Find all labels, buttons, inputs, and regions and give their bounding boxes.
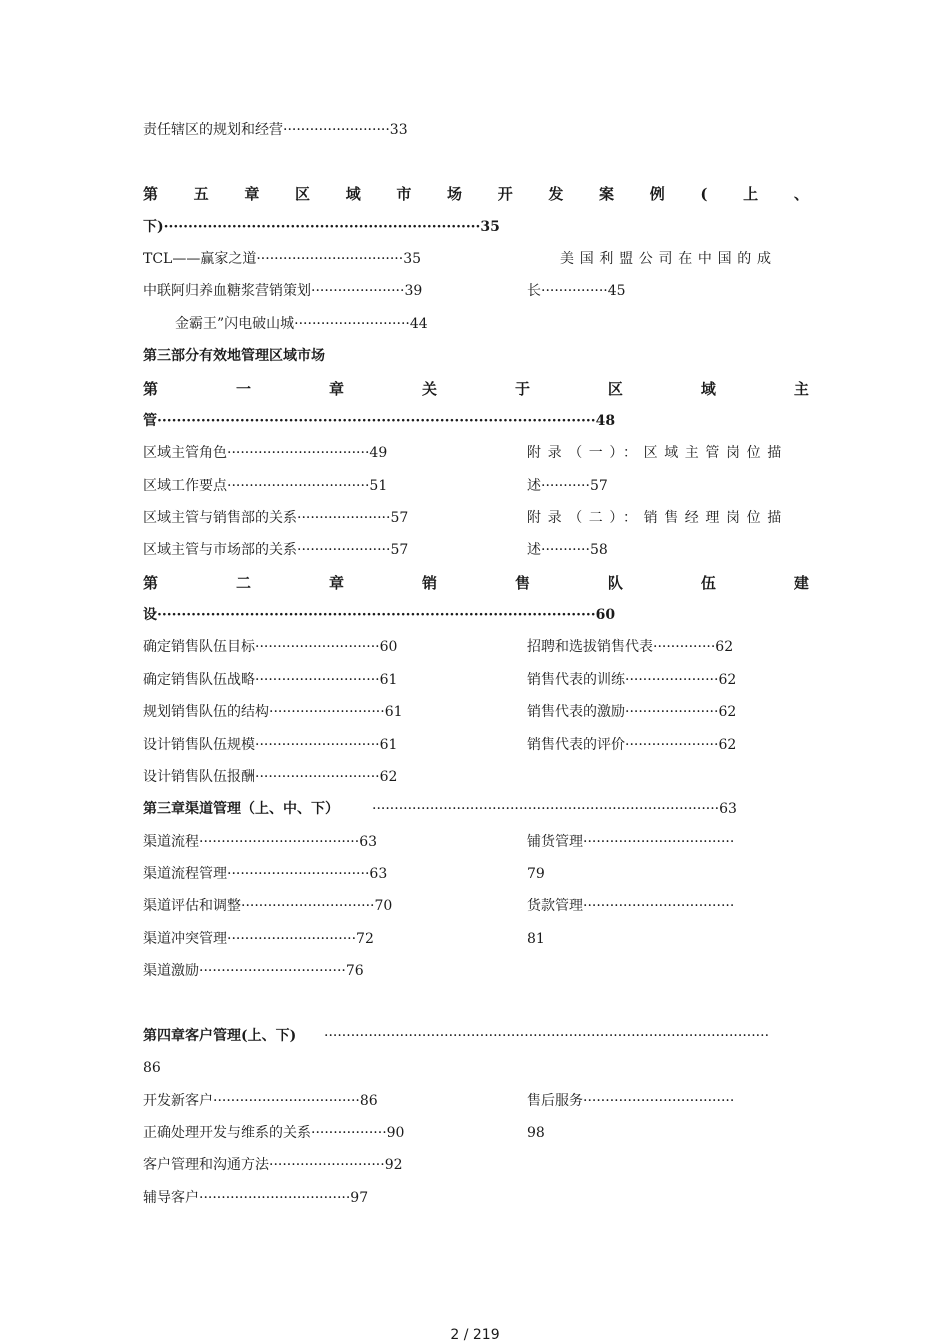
heading-char: 例	[649, 185, 665, 203]
toc-entry: 区域主管与销售部的关系·····················57	[143, 510, 409, 526]
toc-entry: 销售代表的评价·····················62	[527, 737, 737, 753]
heading-char: 建	[793, 574, 809, 592]
toc-entry: 渠道流程管理································63	[143, 866, 388, 882]
heading-char: 域	[700, 380, 716, 398]
page-number: 2 / 219	[450, 1327, 500, 1343]
heading-char: 第	[143, 185, 159, 203]
toc-entry: TCL——赢家之道·································35	[143, 251, 422, 267]
heading-char: 市	[396, 185, 412, 203]
heading-char: 队	[607, 574, 623, 592]
heading-char: 开	[497, 185, 513, 203]
toc-entry: 附录（一）：区域主管岗位描	[527, 445, 788, 461]
toc-entry: 正确处理开发与维系的关系·················90	[143, 1125, 405, 1141]
heading-char: 于	[514, 380, 530, 398]
heading-char: 章	[328, 380, 344, 398]
toc-entry: 述···········57	[527, 478, 608, 494]
toc-entry: 区域主管角色································49	[143, 445, 388, 461]
toc-entry: 中联阿归养血糖浆营销策划·····················39	[143, 283, 423, 299]
chapter-1-heading-cont: 管··························································································48	[143, 413, 616, 429]
heading-char: 二	[235, 574, 251, 592]
toc-entry: 销售代表的训练·····················62	[527, 672, 737, 688]
toc-entry: 金霸王”闪电破山城··························44	[175, 316, 428, 332]
toc-entry: 客户管理和沟通方法··························92	[143, 1157, 403, 1173]
chapter-3-dots: ··············································································63	[372, 801, 737, 817]
chapter-4-dots: ····································································································	[324, 1028, 770, 1044]
chapter-4-page: 86	[143, 1060, 161, 1076]
heading-char: 域	[345, 185, 361, 203]
heading-char: (	[700, 185, 708, 203]
heading-char: 伍	[700, 574, 716, 592]
heading-char: 第	[143, 574, 159, 592]
chapter-1-heading	[143, 380, 809, 398]
toc-entry: 开发新客户·································86	[143, 1093, 378, 1109]
toc-entry: 98	[527, 1125, 545, 1141]
toc-entry: 附录（二）：销售经理岗位描	[527, 510, 788, 526]
toc-entry: 渠道冲突管理·····························72	[143, 931, 374, 947]
part-3-heading: 第三部分有效地管理区域市场	[143, 348, 325, 364]
toc-entry: 渠道激励·································76	[143, 963, 364, 979]
toc-entry: 辅导客户··································97	[143, 1190, 369, 1206]
toc-entry: 79	[527, 866, 545, 882]
toc-entry: 渠道评估和调整······························70	[143, 898, 393, 914]
chapter-3-heading: 第三章渠道管理（上、中、下）	[143, 801, 339, 817]
toc-entry: 美国利盟公司在中国的成	[560, 251, 777, 267]
toc-entry: 销售代表的激励·····················62	[527, 704, 737, 720]
toc-entry: 招聘和选拔销售代表··············62	[527, 639, 734, 655]
toc-entry: 渠道流程····································63	[143, 834, 378, 850]
heading-char: 章	[244, 185, 260, 203]
heading-char: 场	[447, 185, 463, 203]
heading-char: 区	[295, 185, 311, 203]
toc-entry: 规划销售队伍的结构··························61	[143, 704, 403, 720]
heading-char: 关	[421, 380, 437, 398]
heading-char: 五	[193, 185, 209, 203]
toc-entry: 铺货管理··································	[527, 834, 735, 850]
toc-entry: 设计销售队伍报酬····························62	[143, 769, 398, 785]
heading-char: 销	[421, 574, 437, 592]
chapter-5-heading	[143, 185, 809, 203]
heading-char: 案	[599, 185, 615, 203]
toc-entry: 确定销售队伍战略····························61	[143, 672, 398, 688]
heading-char: 一	[235, 380, 251, 398]
toc-entry: 确定销售队伍目标····························60	[143, 639, 398, 655]
heading-char: 、	[793, 185, 809, 203]
toc-entry: 81	[527, 931, 545, 947]
heading-char: 章	[328, 574, 344, 592]
heading-char: 第	[143, 380, 159, 398]
heading-char: 上	[743, 185, 759, 203]
toc-entry: 区域主管与市场部的关系·····················57	[143, 542, 409, 558]
toc-entry: 货款管理··································	[527, 898, 735, 914]
heading-char: 区	[607, 380, 623, 398]
toc-entry: 区域工作要点································51	[143, 478, 388, 494]
chapter-2-heading-cont: 设··························································································60	[143, 607, 616, 623]
toc-entry: 设计销售队伍规模····························61	[143, 737, 398, 753]
heading-char: 主	[793, 380, 809, 398]
chapter-4-heading: 第四章客户管理(上、下)	[143, 1028, 297, 1044]
toc-entry: 责任辖区的规划和经营························33	[143, 122, 408, 138]
toc-entry: 长···············45	[527, 283, 626, 299]
chapter-5-heading-cont: 下)·································································35	[143, 219, 500, 235]
heading-char: 发	[548, 185, 564, 203]
chapter-2-heading	[143, 574, 809, 592]
heading-char: 售	[514, 574, 530, 592]
toc-entry: 述···········58	[527, 542, 608, 558]
toc-entry: 售后服务··································	[527, 1093, 735, 1109]
